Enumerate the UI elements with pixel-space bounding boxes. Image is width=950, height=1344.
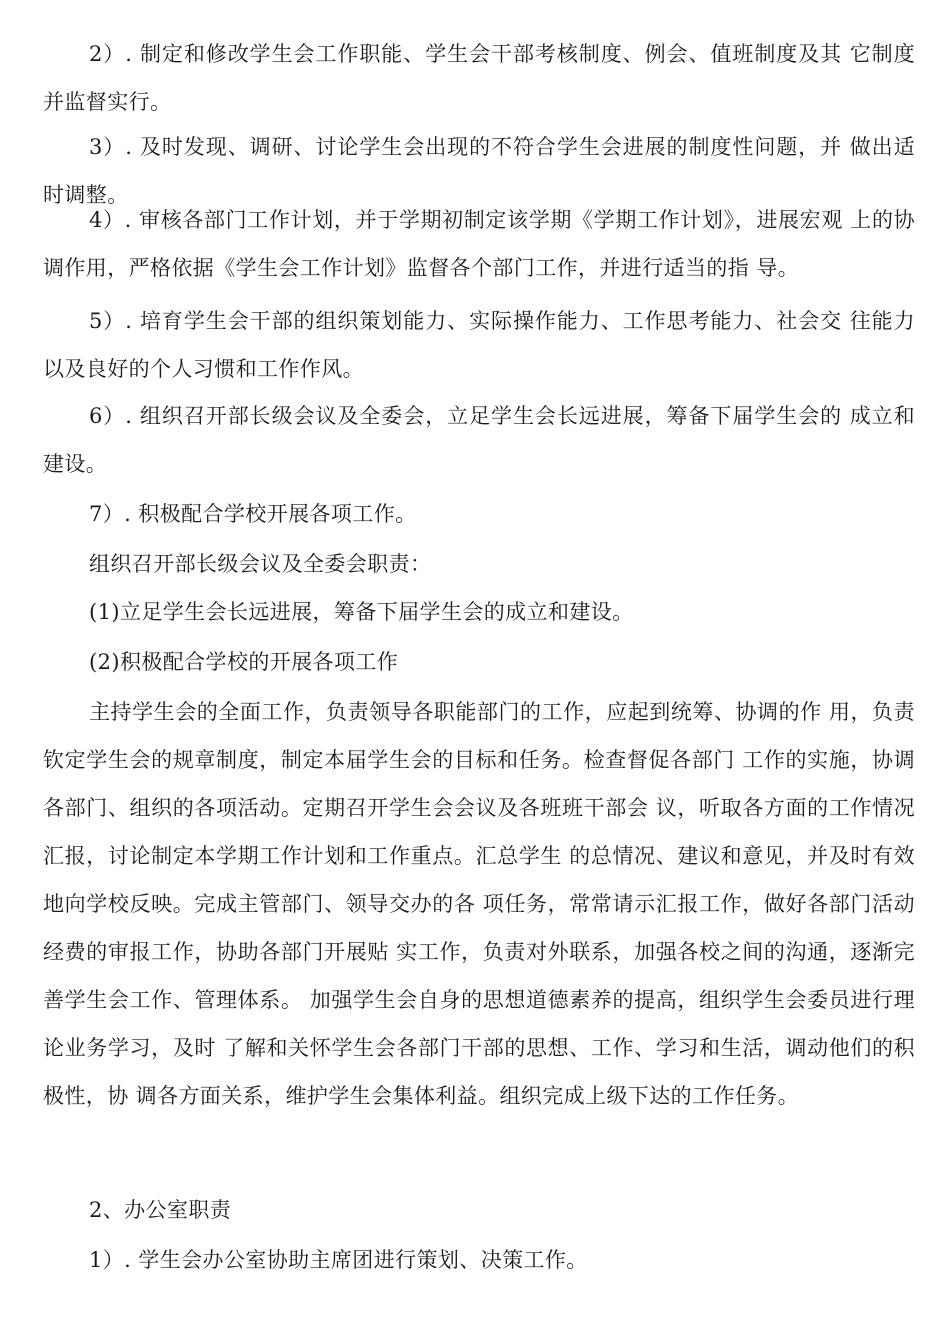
paragraph-item-2: 2）. 制定和修改学生会工作职能、学生会干部考核制度、例会、值班制度及其 它制度并监督实行。 <box>43 42 915 114</box>
meeting-duty-2: (2)积极配合学校的开展各项工作 <box>89 650 399 674</box>
paragraph-item-6: 6）. 组织召开部长级会议及全委会，立足学生会长远进展，筹备下届学生会的 成立和建设。 <box>43 404 915 476</box>
paragraph-item-7: 7）. 积极配合学校开展各项工作。 <box>89 502 417 526</box>
meeting-duty-1: (1)立足学生会长远进展，筹备下届学生会的成立和建设。 <box>89 600 634 624</box>
paragraph-item-5: 5）. 培育学生会干部的组织策划能力、实际操作能力、工作思考能力、社会交 往能力以及良好的个人习惯和工作作风。 <box>43 309 915 381</box>
chair-duties-paragraph: 主持学生会的全面工作，负责领导各职能部门的工作，应起到统筹、协调的作 用，负责钦定学生会的规章制度，制定本届学生会的目标和任务。检查督促各部门 工作的实施，协调各部门、组织的各项活动。定期召开学生会会议及各班班干部会 议，听取各方面的工作情况汇报，讨论制定本学期工作计划和工作重点。汇总学生 的总情况、建议和意见，并及时有效地向学校反映。完成主管部门、领导交办的各 项任务，常常请示汇报工作，做好各部门活动经费的审报工作，协助各部门开展贴 实工作，负责对外联系，加强各校之间的沟通，逐渐完善学生会工作、管理体系。 加强学生会自身的思想道德素养的提高，组织学生会委员进行理论业务学习，及时 了解和关怀学生会各部门干部的思想、工作、学习和生活，调动他们的积极性，协 调各方面关系，维护学生会集体利益。组织完成上级下达的工作任务。 <box>43 700 915 1108</box>
office-duty-1: 1）. 学生会办公室协助主席团进行策划、决策工作。 <box>89 1248 588 1272</box>
meeting-duties-heading: 组织召开部长级会议及全委会职责： <box>89 552 432 576</box>
paragraph-item-4: 4）. 审核各部门工作计划，并于学期初制定该学期《学期工作计划》，进展宏观 上的协调作用，严格依据《学生会工作计划》监督各个部门工作，并进行适当的指 导。 <box>43 208 915 280</box>
paragraph-item-3: 3）. 及时发现、调研、讨论学生会出现的不符合学生会进展的制度性问题，并 做出适时调整。 <box>43 135 915 207</box>
office-duties-heading: 2、办公室职责 <box>89 1198 232 1222</box>
